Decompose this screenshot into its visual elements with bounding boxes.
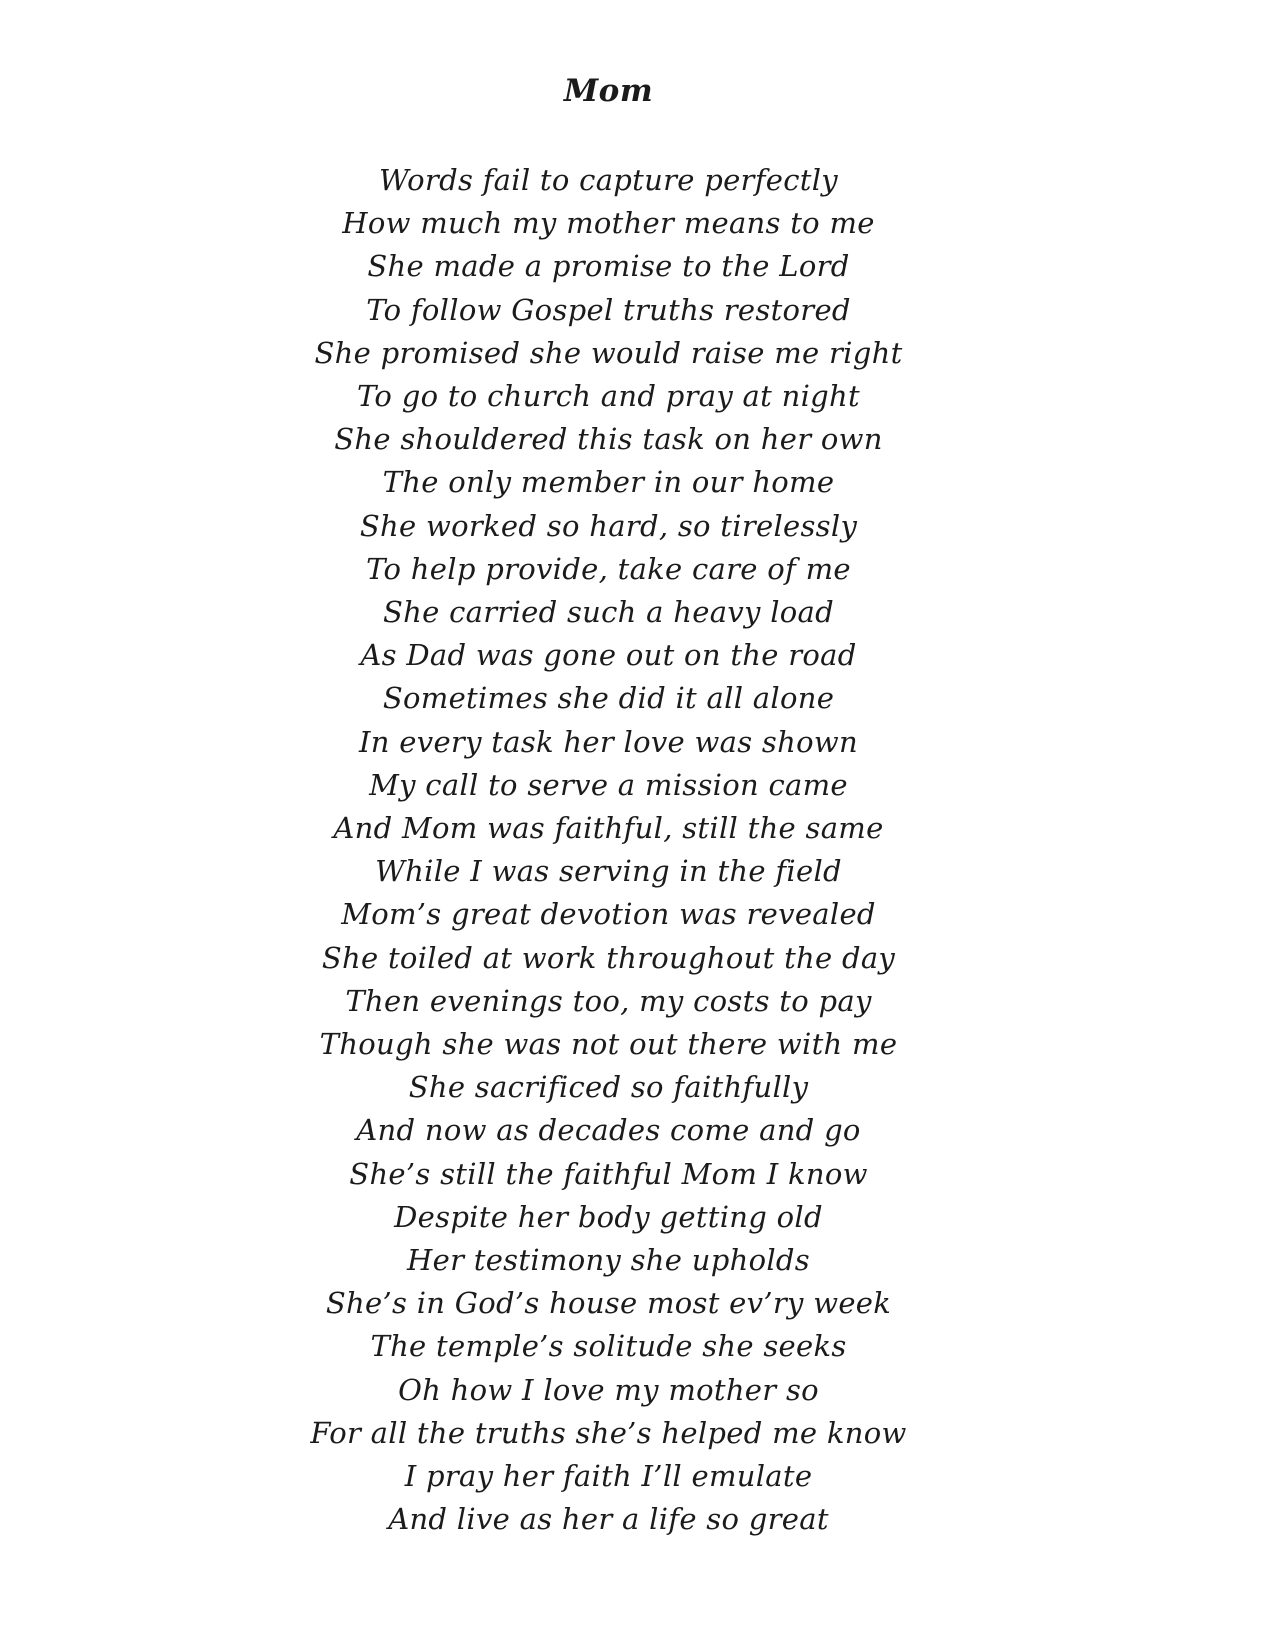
poem-line: To help provide, take care of me	[366, 551, 851, 586]
poem-line: She made a promise to the Lord	[367, 249, 850, 284]
poem-line: How much my mother means to me	[342, 206, 875, 241]
poem-line: Words fail to capture perfectly	[379, 163, 838, 197]
poem-line: She’s in God’s house most ev’ry week	[325, 1286, 892, 1321]
poem-line: To go to church and pray at night	[357, 379, 860, 414]
poem-line: She shouldered this task on her own	[334, 422, 883, 457]
poem-line: Her testimony she upholds	[407, 1243, 810, 1278]
poem-line: Sometimes she did it all alone	[382, 681, 835, 716]
poem-line: I pray her faith I’ll emulate	[404, 1459, 813, 1494]
poem-line: She promised she would raise me right	[314, 335, 903, 370]
poem-line: Oh how I love my mother so	[398, 1372, 819, 1407]
poem-line: Then evenings too, my costs to pay	[345, 983, 872, 1018]
poem-line: And live as her a life so great	[388, 1502, 829, 1537]
poem-line: Though she was not out there with me	[319, 1027, 898, 1062]
poem-line: As Dad was gone out on the road	[360, 638, 857, 673]
poem-body	[0, 159, 1246, 1542]
poem-line: And now as decades come and go	[356, 1113, 861, 1148]
poem-line: She’s still the faithful Mom I know	[349, 1156, 868, 1191]
poem-line: Despite her body getting old	[394, 1199, 823, 1234]
poem-line: For all the truths she’s helped me know	[310, 1415, 907, 1450]
poem-line: She worked so hard, so tirelessly	[359, 508, 858, 543]
poem-line: And Mom was faithful, still the same	[333, 811, 884, 846]
poem-line: The only member in our home	[382, 465, 835, 500]
poem-line: In every task her love was shown	[359, 724, 858, 759]
poem-line: The temple’s solitude she seeks	[370, 1329, 847, 1364]
poem-line: She toiled at work throughout the day	[321, 940, 896, 975]
poem-line: While I was serving in the field	[375, 854, 842, 889]
poem-line: She sacrificed so faithfully	[408, 1070, 809, 1105]
poem-line: Mom’s great devotion was revealed	[341, 897, 876, 932]
poem-line: My call to serve a mission came	[369, 767, 848, 802]
poem-title: Mom	[563, 73, 654, 109]
poem-line: She carried such a heavy load	[382, 595, 834, 630]
poem-line: To follow Gospel truths restored	[366, 292, 851, 327]
